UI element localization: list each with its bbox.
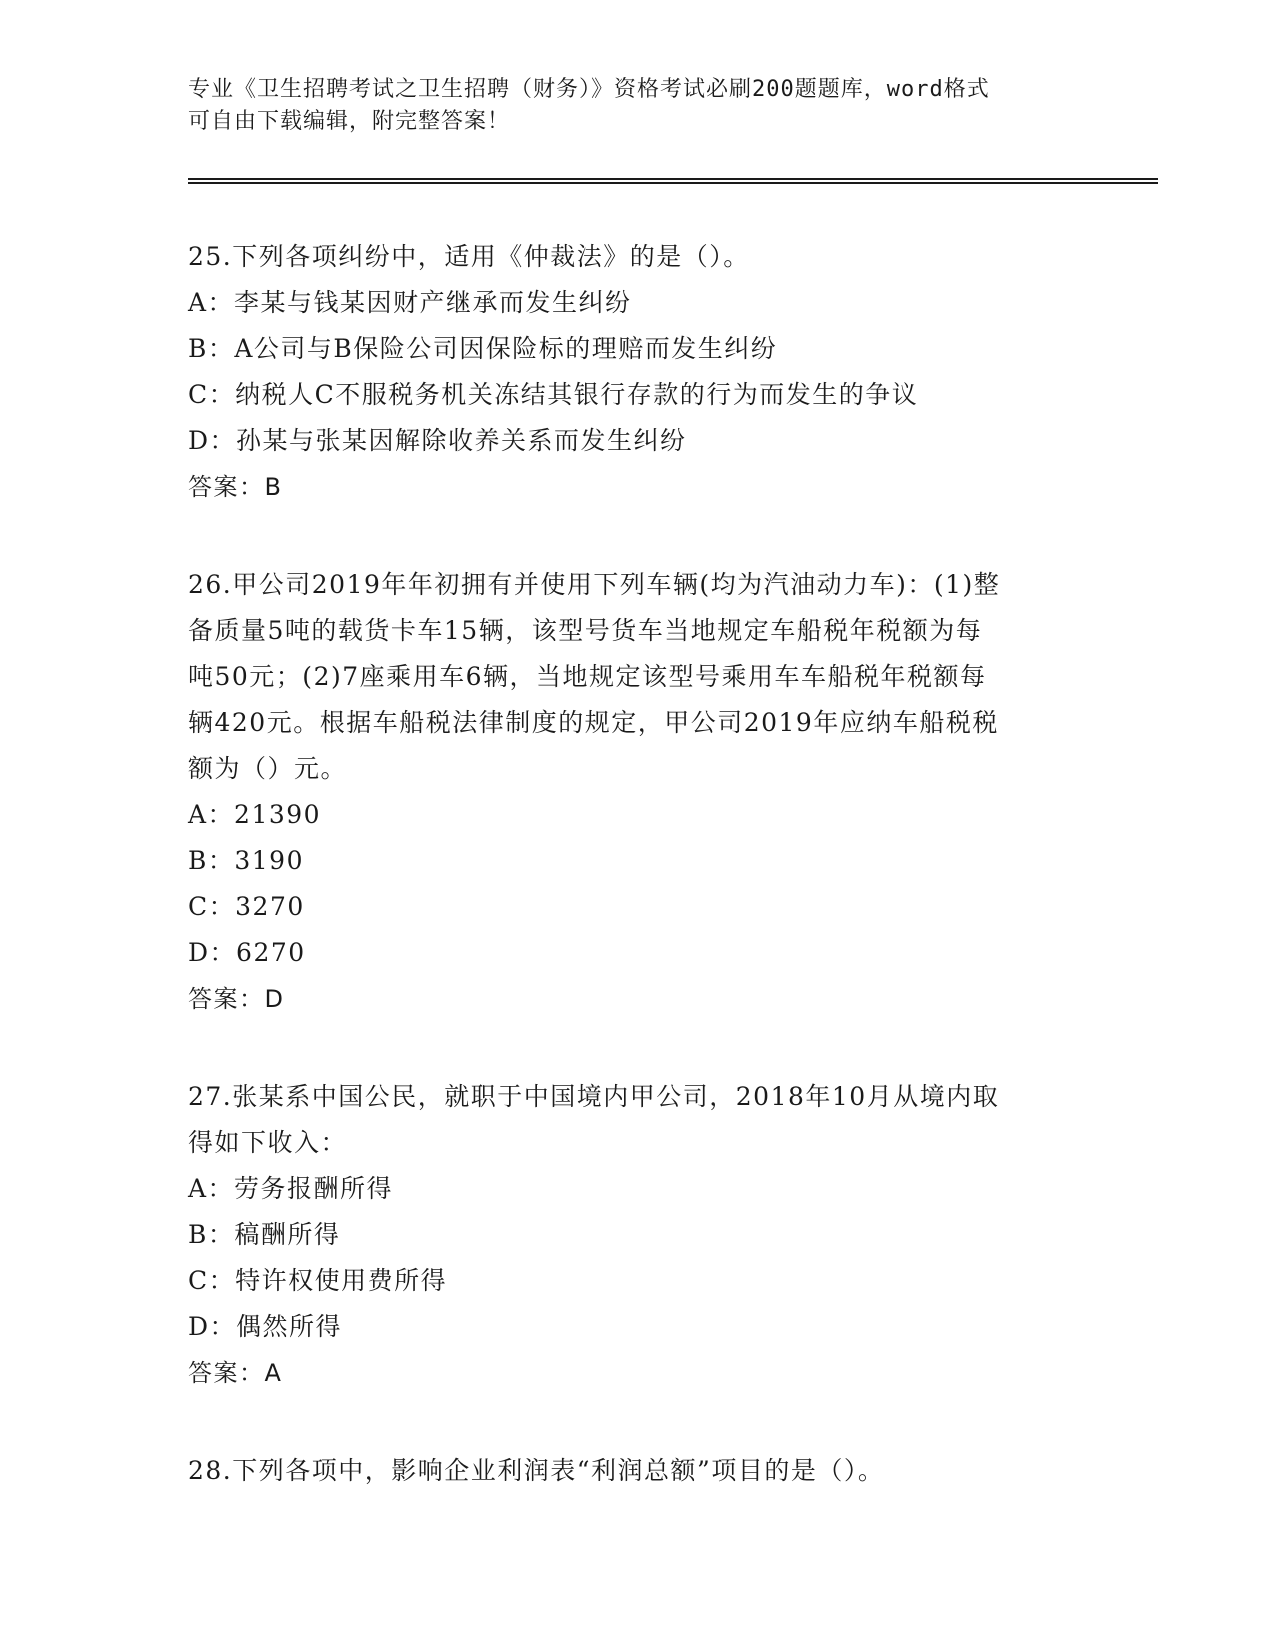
option-c: C：纳税人C不服税务机关冻结其银行存款的行为而发生的争议 (188, 380, 919, 409)
question-27 (188, 1074, 1088, 1396)
question-stem: 28.下列各项中，影响企业利润表“利润总额”项目的是（）。 (188, 1456, 885, 1485)
answer: 答案：D (188, 985, 285, 1013)
question-stem-line: 备质量5吨的载货卡车15辆，该型号货车当地规定车船税年税额为每 (188, 616, 983, 645)
option-a: A：劳务报酬所得 (188, 1174, 394, 1203)
option-a: A：21390 (188, 800, 322, 829)
question-stem-line: 26.甲公司2019年年初拥有并使用下列车辆(均为汽油动力车)：(1)整 (188, 570, 1001, 599)
option-b: B：3190 (188, 846, 304, 875)
question-stem-line: 辆420元。根据车船税法律制度的规定，甲公司2019年应纳车船税税 (188, 708, 999, 737)
question-25 (188, 234, 1088, 510)
question-28 (188, 1448, 1088, 1494)
option-d: D：6270 (188, 938, 306, 967)
question-stem: 25.下列各项纠纷中，适用《仲裁法》的是（）。 (188, 242, 750, 271)
option-d: D：偶然所得 (188, 1312, 343, 1341)
question-list (188, 234, 1088, 1546)
header-divider-bottom (188, 182, 1158, 184)
header-line-2: 可自由下载编辑，附完整答案！ (188, 109, 511, 134)
option-b: B：稿酬所得 (188, 1220, 341, 1249)
option-c: C：特许权使用费所得 (188, 1266, 448, 1295)
option-d: D：孙某与张某因解除收养关系而发生纠纷 (188, 426, 687, 455)
option-b: B：A公司与B保险公司因保险标的理赔而发生纠纷 (188, 334, 778, 363)
question-stem-line: 27.张某系中国公民，就职于中国境内甲公司，2018年10月从境内取 (188, 1082, 1000, 1111)
option-c: C：3270 (188, 892, 305, 921)
document-header (188, 74, 1088, 138)
option-a: A：李某与钱某因财产继承而发生纠纷 (188, 288, 632, 317)
answer: 答案：A (188, 1359, 283, 1387)
question-stem-line: 吨50元；(2)7座乘用车6辆，当地规定该型号乘用车车船税年税额每 (188, 662, 987, 691)
header-line-1: 专业《卫生招聘考试之卫生招聘（财务）》资格考试必刷200题题库，word格式 (188, 77, 990, 102)
question-26 (188, 562, 1088, 1022)
question-stem-line: 额为（）元。 (188, 754, 348, 783)
header-divider-top (188, 178, 1158, 180)
answer: 答案：B (188, 473, 283, 501)
question-stem-line: 得如下收入： (188, 1128, 348, 1157)
